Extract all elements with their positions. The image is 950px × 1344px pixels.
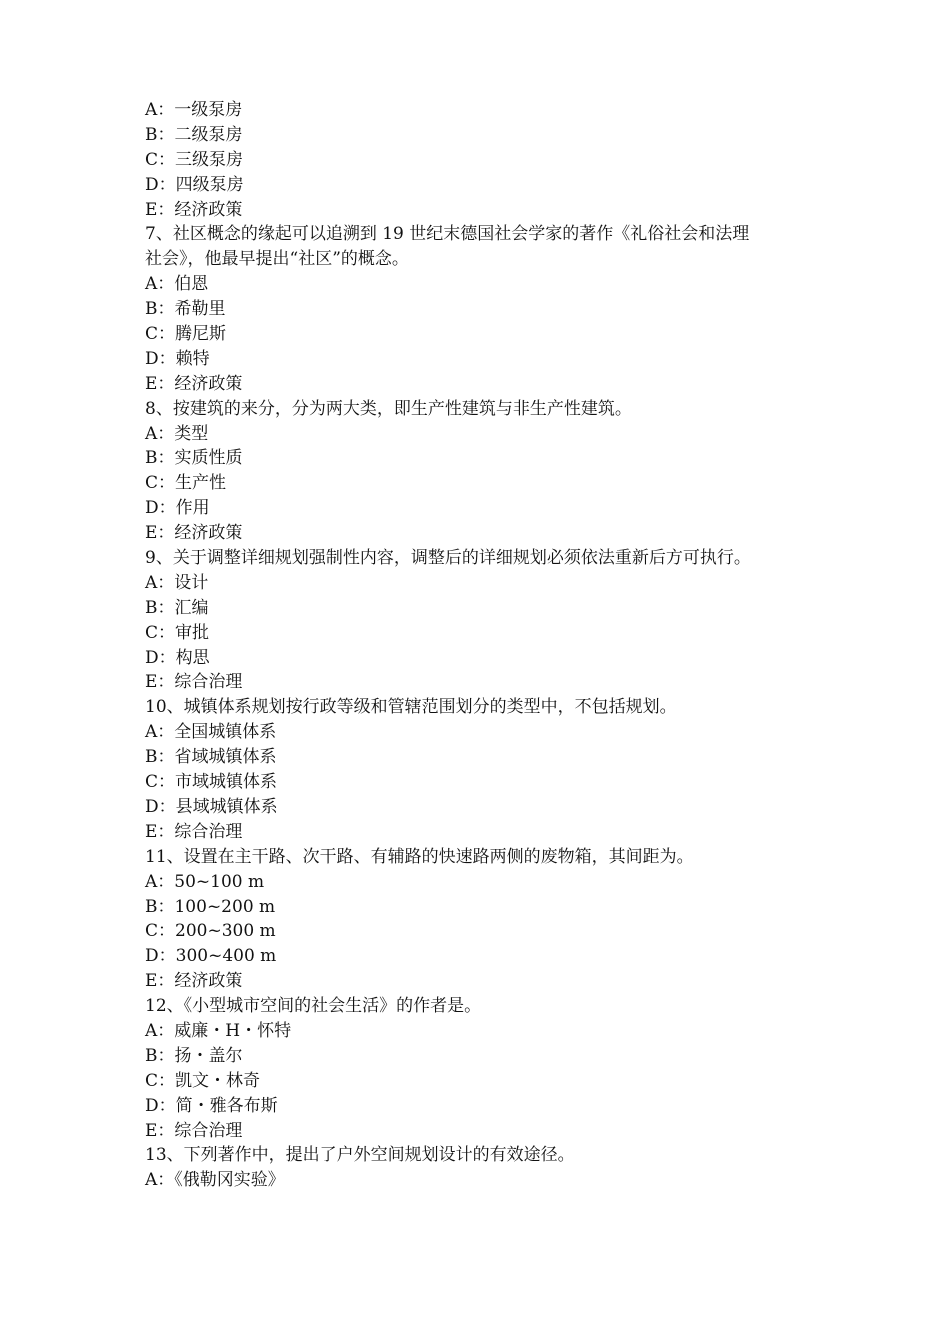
option-line: B：省域城镇体系 [145, 747, 277, 768]
option-line: B：100~200 m [145, 896, 276, 917]
option-line: C：市域城镇体系 [145, 772, 278, 793]
option-line: D：构思 [145, 647, 210, 668]
option-line: C：审批 [145, 622, 210, 643]
option-line: A：《俄勒冈实验》 [145, 1170, 285, 1191]
option-line: E：经济政策 [145, 971, 243, 992]
option-line: E：经济政策 [145, 199, 243, 220]
option-line: B：汇编 [145, 597, 209, 618]
question-7-line-2: 社会》，他最早提出“社区”的概念。 [145, 249, 409, 270]
option-line: B：二级泵房 [145, 124, 243, 145]
option-line: D：四级泵房 [145, 174, 244, 195]
option-line: A：一级泵房 [145, 100, 243, 120]
question-11: 11、设置在主干路、次干路、有辅路的快速路两侧的废物箱，其间距为。 [145, 846, 694, 867]
question-13: 13、下列著作中，提出了户外空间规划设计的有效途径。 [145, 1145, 575, 1166]
option-line: C：凯文・林奇 [145, 1070, 261, 1091]
option-line: D：作用 [145, 498, 210, 519]
question-9: 9、关于调整详细规划强制性内容，调整后的详细规划必须依法重新后方可执行。 [145, 548, 751, 569]
option-line: E：综合治理 [145, 672, 243, 693]
option-line: A：50~100 m [145, 871, 265, 892]
option-line: C：三级泵房 [145, 149, 244, 170]
option-line: B：实质性质 [145, 448, 243, 469]
option-line: E：经济政策 [145, 373, 243, 394]
option-line: C：腾尼斯 [145, 324, 227, 345]
document-page [145, 98, 815, 1193]
option-line: A：威廉・H・怀特 [145, 1020, 292, 1041]
question-10: 10、城镇体系规划按行政等级和管辖范围划分的类型中，不包括规划。 [145, 697, 677, 718]
option-line: A：伯恩 [145, 274, 209, 295]
option-line: C：200~300 m [145, 921, 276, 942]
option-line: C：生产性 [145, 473, 227, 494]
option-line: D：赖特 [145, 348, 210, 369]
question-8: 8、按建筑的来分，分为两大类，即生产性建筑与非生产性建筑。 [145, 398, 632, 419]
option-line: B：希勒里 [145, 299, 226, 320]
option-line: E：综合治理 [145, 1120, 243, 1141]
option-line: A：类型 [145, 423, 209, 444]
option-line: A：设计 [145, 572, 209, 593]
option-line: A：全国城镇体系 [145, 722, 277, 743]
option-line: E：综合治理 [145, 821, 243, 842]
option-line: D：300~400 m [145, 946, 277, 967]
question-7-line-1: 7、社区概念的缘起可以追溯到 19 世纪末德国社会学家的著作《礼俗社会和法理 [145, 224, 750, 245]
option-line: E：经济政策 [145, 523, 243, 544]
option-line: D：县域城镇体系 [145, 796, 278, 817]
question-12: 12、《小型城市空间的社会生活》的作者是。 [145, 996, 482, 1017]
option-line: D：简・雅各布斯 [145, 1095, 278, 1116]
option-line: B：扬・盖尔 [145, 1045, 243, 1066]
